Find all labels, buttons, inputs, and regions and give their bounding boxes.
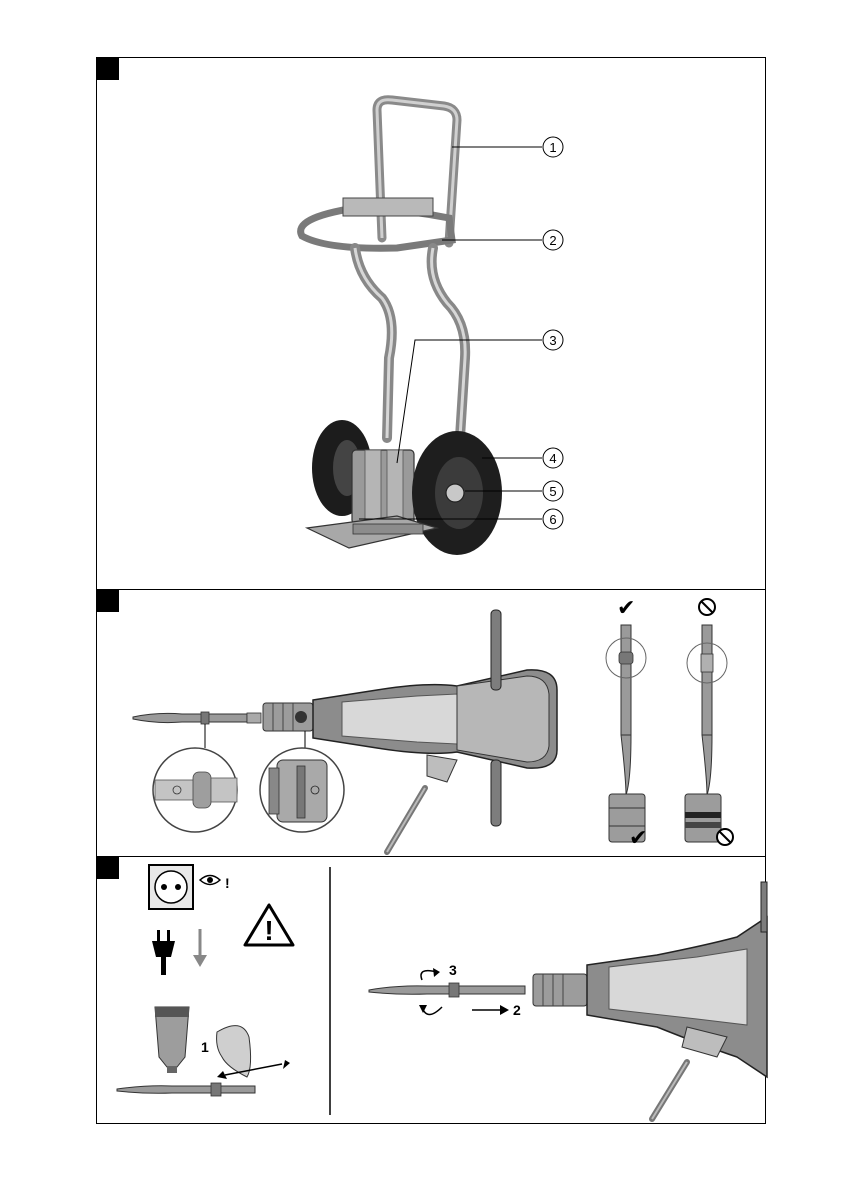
tool-chuck (263, 703, 313, 731)
callout-6 (543, 509, 563, 529)
chisel-insert (369, 983, 525, 997)
callout-5 (543, 481, 563, 501)
wheel-axle (446, 484, 464, 502)
figure-2-panel (96, 589, 766, 857)
callout-3 (543, 330, 563, 350)
chisel-horizontal (133, 712, 261, 724)
callout-1 (543, 137, 563, 157)
check-icon: ✔ (617, 596, 636, 621)
svg-text:6: 6 (549, 512, 557, 527)
svg-text:2: 2 (513, 1002, 521, 1018)
svg-text:1: 1 (201, 1039, 209, 1055)
eye-icon (200, 876, 220, 885)
cloth-icon (217, 1026, 251, 1077)
svg-text:3: 3 (549, 333, 557, 348)
prohibited-icon (699, 599, 715, 615)
svg-text:!: ! (225, 875, 230, 891)
arrow-right-icon (472, 1005, 509, 1015)
warning-icon (245, 905, 293, 946)
svg-text:2: 2 (549, 233, 557, 248)
svg-text:!: ! (264, 915, 274, 946)
chisel-worn (687, 625, 727, 795)
chisel-inspection-illustration (97, 590, 767, 858)
svg-text:1: 1 (549, 140, 557, 155)
prohibited-icon-small (717, 829, 733, 845)
check-icon-small: ✔ (629, 826, 648, 851)
trolley-handle (377, 100, 457, 243)
svg-text:3: 3 (449, 962, 457, 978)
svg-text:5: 5 (549, 484, 557, 499)
callout-2 (543, 230, 563, 250)
callout-4 (543, 448, 563, 468)
chisel-bottom-left (117, 1083, 255, 1096)
detail-circle-chisel-shank (153, 748, 237, 832)
svg-text:4: 4 (549, 451, 557, 466)
grease-tube-icon (155, 1007, 189, 1073)
breaker-tool-body-right (587, 882, 767, 1077)
tool-chuck-right (533, 974, 587, 1006)
chuck-worn (685, 794, 721, 842)
plug-icon (152, 930, 175, 975)
chisel-holder (352, 450, 414, 524)
power-socket-icon (149, 865, 193, 909)
breaker-tool-body (313, 610, 557, 826)
figure-1-panel (96, 57, 766, 590)
trolley-illustration (97, 58, 767, 591)
insert-chisel-illustration (97, 857, 767, 1125)
arrow-down-icon (193, 929, 207, 967)
chisel-ok (606, 625, 646, 795)
detail-circle-chuck (260, 748, 344, 832)
figure-3-panel (96, 856, 766, 1124)
